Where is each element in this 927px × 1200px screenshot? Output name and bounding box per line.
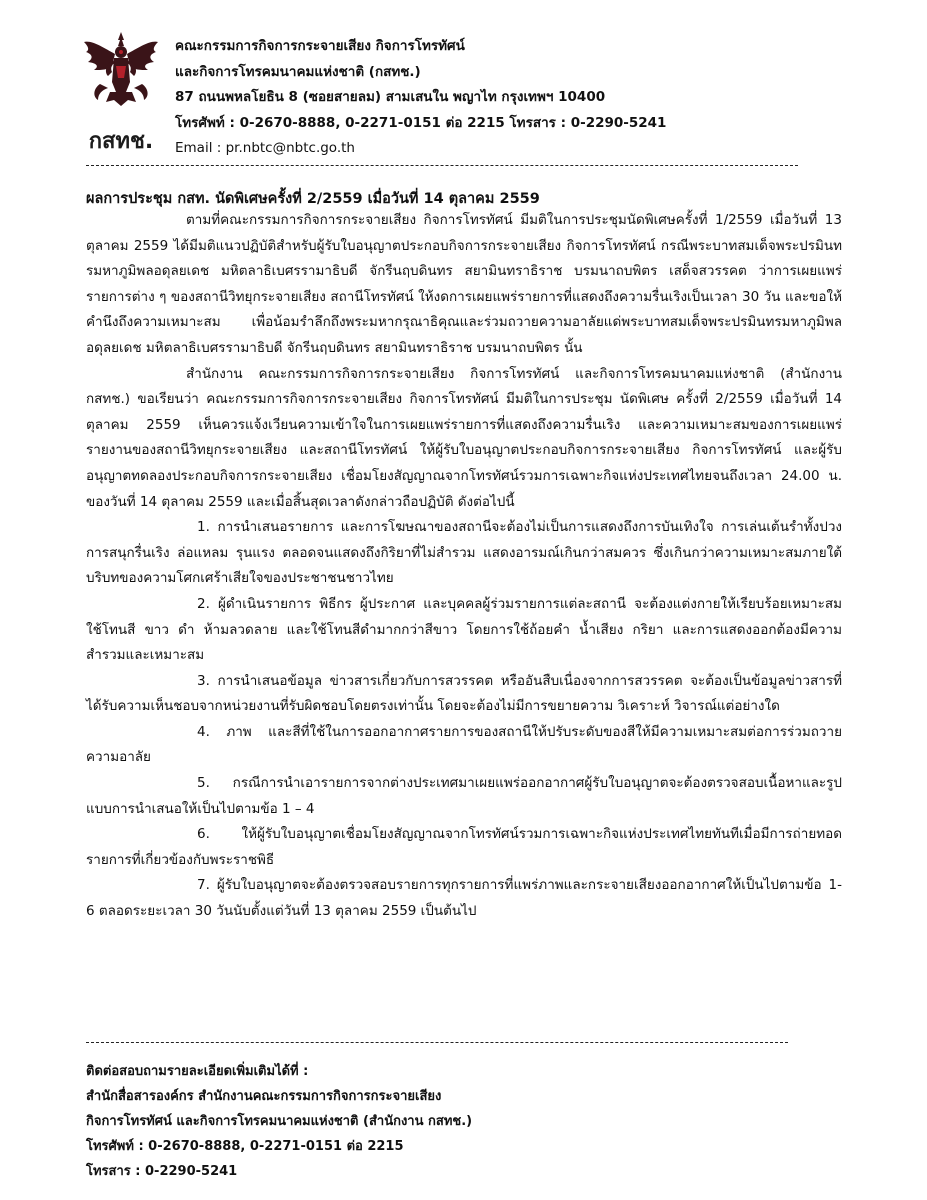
logo-text: กสทช. bbox=[88, 129, 154, 154]
document-title: ผลการประชุม กสท. นัดพิเศษครั้งที่ 2/2559 เมื่อวันที่ 14 ตุลาคม 2559 bbox=[86, 191, 540, 207]
contact-office-line2: กิจการโทรทัศน์ และกิจการโทรคมนาคมแห่งชาติ (สำนักงาน กสทช.) bbox=[86, 1114, 473, 1129]
header-divider bbox=[86, 165, 798, 166]
org-phone: โทรศัพท์ : 0-2670-8888, 0-2271-0151 ต่อ 2215 โทรสาร : 0-2290-5241 bbox=[175, 114, 667, 131]
org-name-line1: คณะกรรมการกิจการกระจายเสียง กิจการโทรทัศน์ bbox=[175, 38, 465, 54]
org-name-line2: และกิจการโทรคมนาคมแห่งชาติ (กสทช.) bbox=[175, 63, 421, 80]
list-item: 4. ภาพ และสีที่ใช้ในการออกอากาศรายการของสถานีให้ปรับระดับของสีให้มีความเหมาะสมต่อการร่วมถวายความอาลัย bbox=[86, 723, 842, 766]
list-item: 3. การนำเสนอข้อมูล ข่าวสารเกี่ยวกับการสวรรคต หรืออันสืบเนื่องจากการสวรรคต จะต้องเป็นข้อมูลข่าวสารที่ได้รับความเห็นชอบจากหน่วยงานที่รับผิดชอบโดยตรงเท่านั้น โดยจะต้องไม่มีการขยายความ วิเคราะห์ วิจารณ์แต่อย่างใด bbox=[86, 672, 842, 715]
footer-divider bbox=[86, 1042, 788, 1043]
contact-heading: ติดต่อสอบถามรายละเอียดเพิ่มเติมได้ที่ : bbox=[86, 1064, 309, 1079]
list-item: 6. ให้ผู้รับใบอนุญาตเชื่อมโยงสัญญาณจากโทรทัศน์รวมการเฉพาะกิจแห่งประเทศไทยทันทีเมื่อมีการถ่ายทอดรายการที่เกี่ยวข้องกับพระราชพิธี bbox=[86, 826, 842, 868]
contact-phone: โทรศัพท์ : 0-2670-8888, 0-2271-0151 ต่อ 2215 bbox=[86, 1139, 404, 1154]
list-item: 5. กรณีการนำเอารายการจากต่างประเทศมาเผยแพร่ออกอากาศผู้รับใบอนุญาตจะต้องตรวจสอบเนื้อหาและรูปแบบการนำเสนอให้เป็นไปตามข้อ 1 – 4 bbox=[86, 775, 842, 817]
contact-office-line1: สำนักสื่อสารองค์กร สำนักงานคณะกรรมการกิจการกระจายเสียง bbox=[86, 1089, 442, 1104]
contact-fax: โทรสาร : 0-2290-5241 bbox=[86, 1164, 238, 1179]
document-body bbox=[86, 208, 842, 925]
garuda-emblem-icon bbox=[80, 30, 162, 156]
letterhead bbox=[175, 34, 666, 162]
org-address: 87 ถนนพหลโยธิน 8 (ซอยสายลม) สามเสนใน พญาไท กรุงเทพฯ 10400 bbox=[175, 89, 606, 105]
paragraph-resolution: สำนักงาน คณะกรรมการกิจการกระจายเสียง กิจการโทรทัศน์ และกิจการโทรคมนาคมแห่งชาติ (สำนักงาน กสทช.) ขอเรียนว่า คณะกรรมการกิจการกระจายเสียง กิจการโทรทัศน์ มีมติในการประชุม นัดพิเศษ ครั้งที่ 2/2559 เมื่อวันที่ 14 ตุลาคม 2559 เห็นควรแจ้งเวียนความเข้าใจในการเผยแพร่รายการที่แสดงถึงความรื่นเริง และความเหมาะสมของการเผยแพร่รายงานของสถานีวิทยุกระจายเสียง และสถานีโทรทัศน์ ให้ผู้รับใบอนุญาตประกอบกิจการกระจายเสียง กิจการโทรทัศน์ และผู้รับอนุญาตทดลองประกอบกิจการกระจายเสียง เชื่อมโยงสัญญาณจากโทรทัศน์รวมการเฉพาะกิจแห่งประเทศไทยจนถึงเวลา 24.00 น. ของวันที่ 14 ตุลาคม 2559 และเมื่อสิ้นสุดเวลาดังกล่าวถือปฏิบัติ ดังต่อไปนี้ bbox=[86, 365, 842, 510]
org-email: Email : pr.nbtc@nbtc.go.th bbox=[175, 140, 355, 156]
paragraph-background: ตามที่คณะกรรมการกิจการกระจายเสียง กิจการโทรทัศน์ มีมติในการประชุมนัดพิเศษครั้งที่ 1/2559 เมื่อวันที่ 13 ตุลาคม 2559 ได้มีมติแนวปฏิบัติสำหรับผู้รับใบอนุญาตประกอบกิจการกระจายเสียง กิจการโทรทัศน์ กรณีพระบาทสมเด็จพระปรมินทรมหาภูมิพลอดุลยเดช มหิตลาธิเบศรรามาธิบดี จักรีนฤบดินทร สยามินทราธิราช บรมนาถบพิตร เสด็จสวรรคต ว่าการเผยแพร่รายการต่าง ๆ ของสถานีวิทยุกระจายเสียง สถานีโทรทัศน์ ให้งดการเผยแพร่รายการที่แสดงถึงความรื่นเริงเป็นเวลา 30 วัน และขอให้คำนึงถึงความเหมาะสม เพื่อน้อมรำลึกถึงพระมหากรุณาธิคุณและร่วมถวายความอาลัยแด่พระบาทสมเด็จพระปรมินทรมหาภูมิพลอดุลยเดช มหิตลาธิเบศรรามาธิบดี จักรีนฤบดินทร สยามินทราธิราช บรมนาถบพิตร นั้น bbox=[86, 212, 842, 356]
nbtc-logo bbox=[80, 30, 162, 156]
list-item: 1. การนำเสนอรายการ และการโฆษณาของสถานีจะต้องไม่เป็นการแสดงถึงการบันเทิงใจ การเล่นเต้นรำทั้งปวง การสนุกรื่นเริง ล่อแหลม รุนแรง ตลอดจนแสดงถึงกิริยาที่ไม่สำรวม แสดงอารมณ์เกินกว่าสมควร ซึ่งเกินกว่าความเหมาะสมภายใต้บริบทของความโศกเศร้าเสียใจของประชาชนชาวไทย bbox=[86, 519, 842, 587]
contact-block bbox=[86, 1059, 472, 1184]
list-item: 7. ผู้รับใบอนุญาตจะต้องตรวจสอบรายการทุกรายการที่แพร่ภาพและกระจายเสียงออกอากาศให้เป็นไปตามข้อ 1-6 ตลอดระยะเวลา 30 วันนับตั้งแต่วันที่ 13 ตุลาคม 2559 เป็นต้นไป bbox=[86, 877, 842, 920]
list-item: 2. ผู้ดำเนินรายการ พิธีกร ผู้ประกาศ และบุคคลผู้ร่วมรายการแต่ละสถานี จะต้องแต่งกายให้เรียบร้อยเหมาะสม ใช้โทนสี ขาว ดำ ห้ามลวดลาย และใช้โทนสีดำมากกว่าสีขาว โดยการใช้ถ้อยคำ น้ำเสียง กริยา และการแสดงออกต้องมีความสำรวมและเหมาะสม bbox=[86, 595, 842, 664]
